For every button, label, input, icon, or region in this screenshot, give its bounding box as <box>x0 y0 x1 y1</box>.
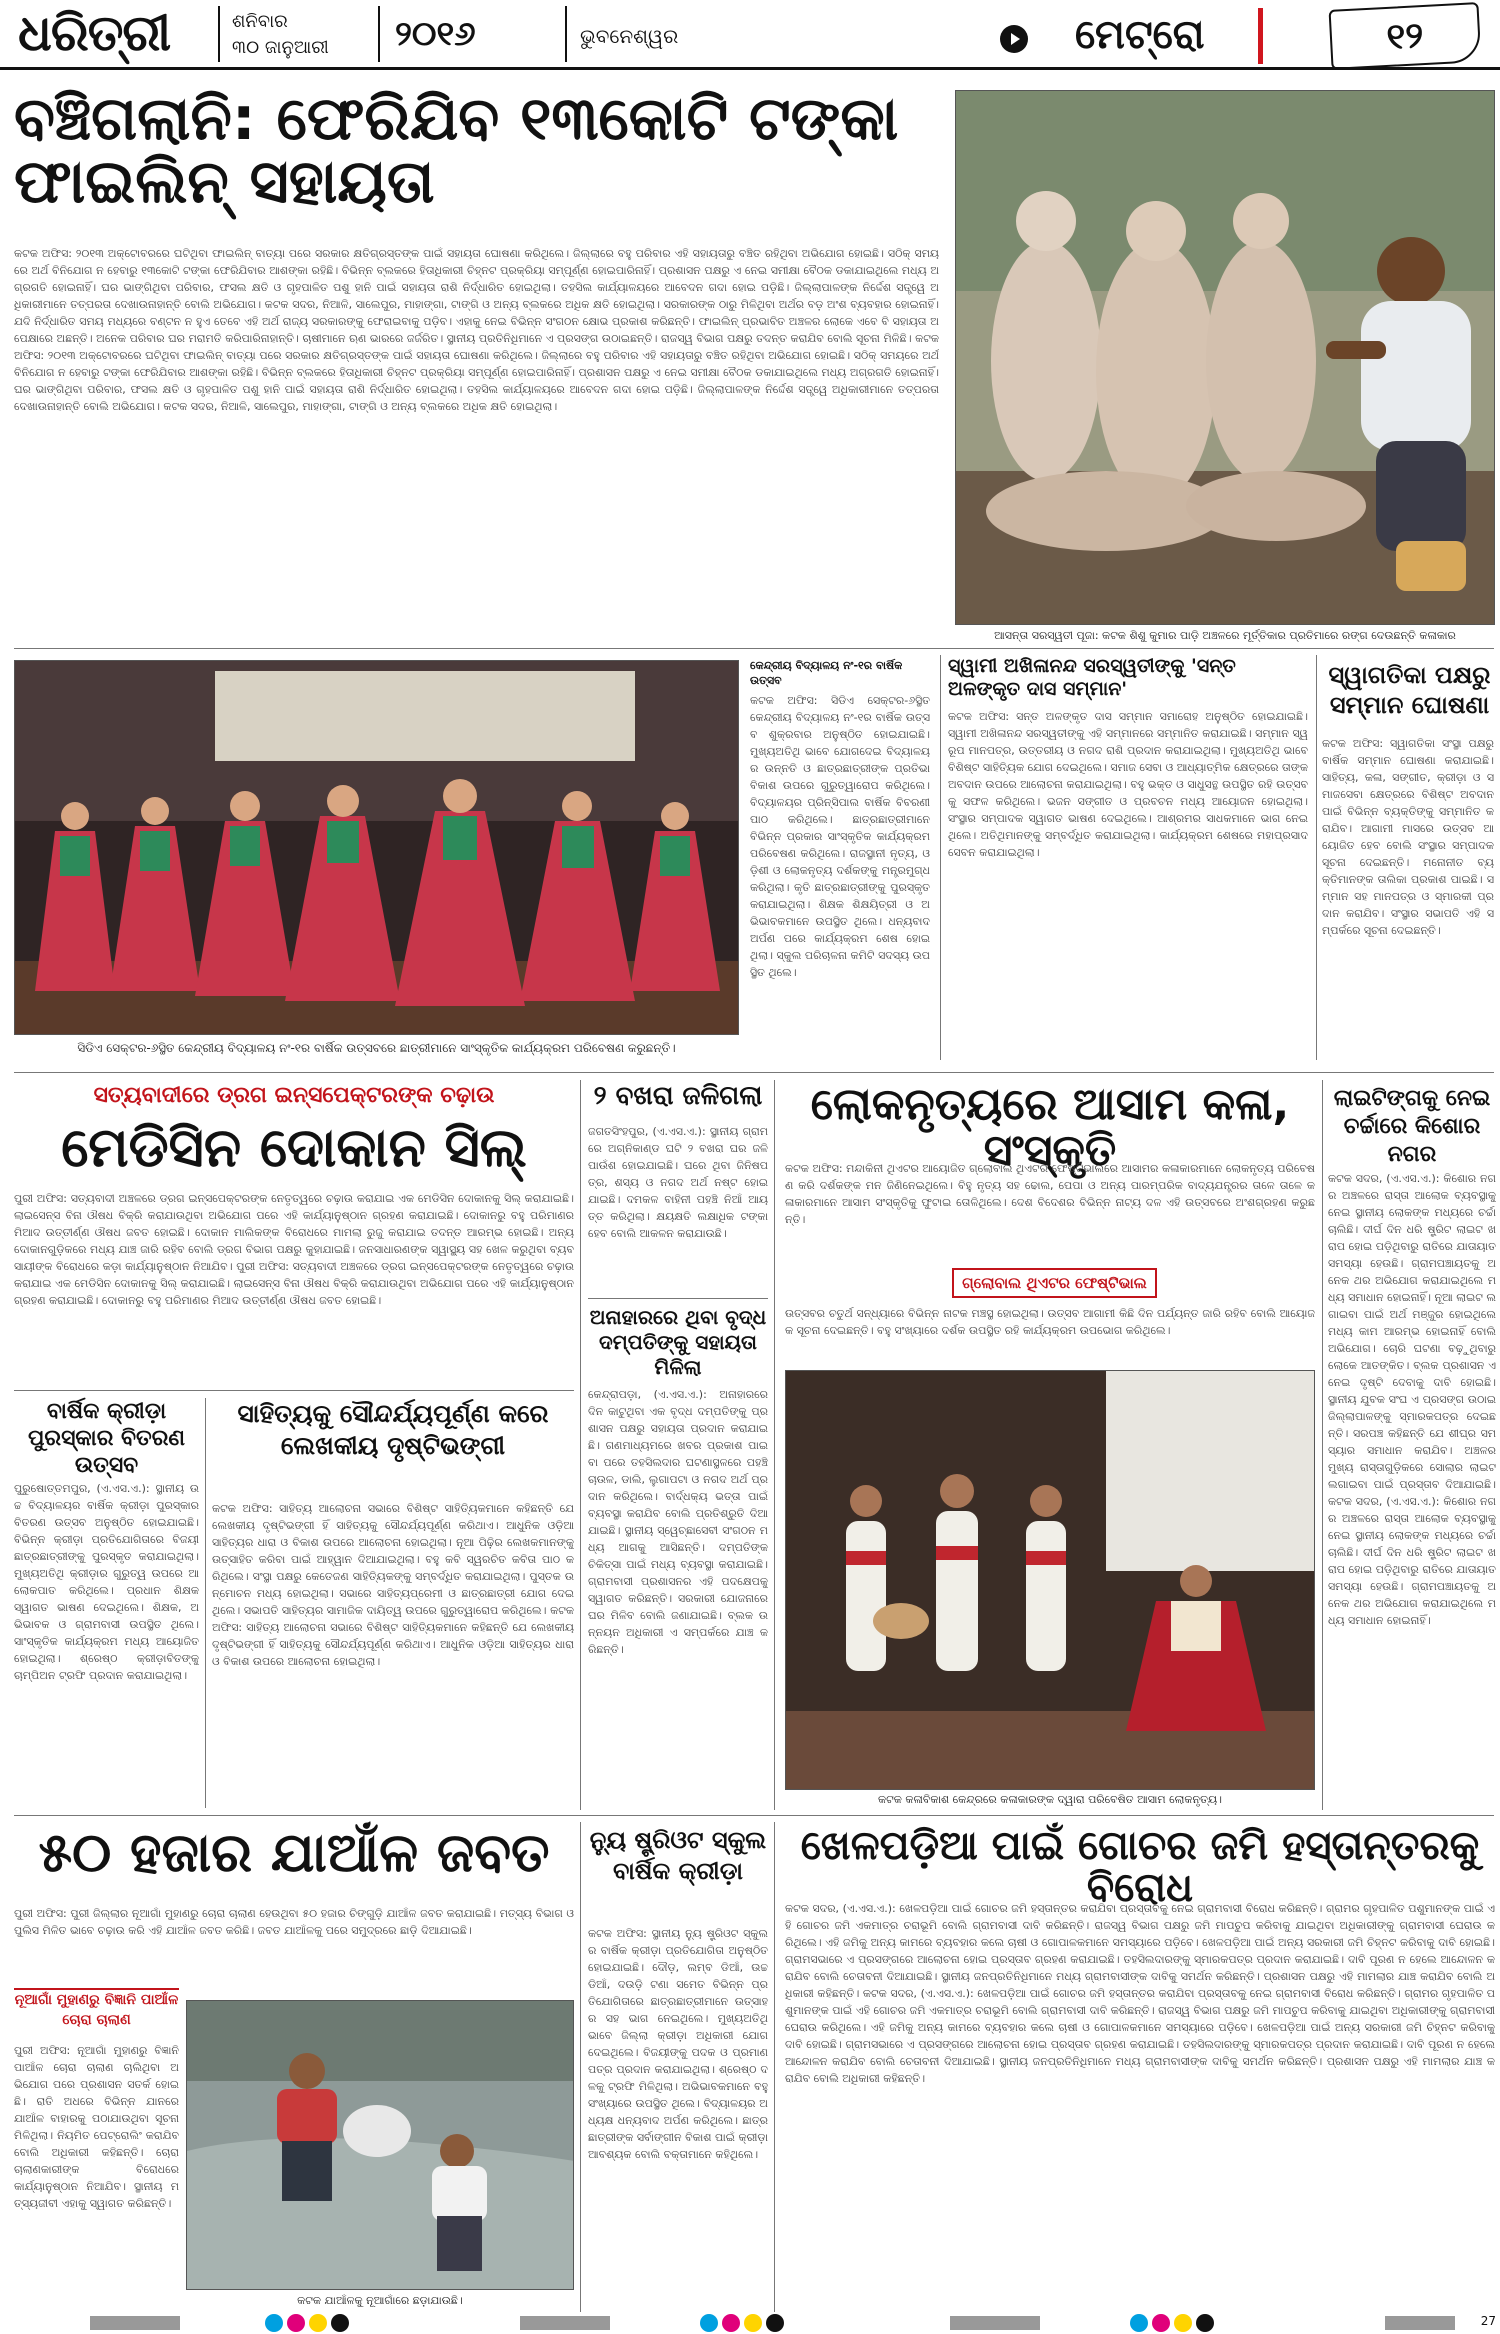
section-rule <box>14 1390 574 1391</box>
column-rule <box>774 1822 775 2312</box>
idol-maker-photo <box>955 90 1495 625</box>
page-number-badge: ୧୨ <box>1329 2 1482 70</box>
section-accent-bar <box>1258 8 1263 64</box>
print-registration-strip <box>0 2312 1500 2334</box>
fifty-thousand-subhead: ନୂଆଗାଁ ମୁହାଣରୁ ବିଜ୍ଞାନି ପାଆଁଳ ଚୋରା ଚାଲାଣ <box>14 1988 179 2038</box>
cabin-story-body: ଜଗତସିଂହପୁର, (ଏ.ଏସ.ଏ.): ସ୍ଥାନୀୟ ଗ୍ରାମରେ ଅଗ୍ନିକାଣ୍ଡ ଘଟି ୨ ବଖରା ଘର ଜଳି ପାଉଁଶ ହୋଇଯାଇଛି। ଘରେ ଥିବା ଜିନିଷପତ୍ର, ଶସ୍ୟ ଓ ନଗଦ ଅର୍ଥ ନଷ୍ଟ ହୋଇଯାଇଛି। ଦମକଳ ବାହିନୀ ପହଞ୍ଚି ନିଆଁ ଆୟତ୍ତ କରିଥିଲା। କ୍ଷୟକ୍ଷତି ଲକ୍ଷାଧିକ ଟଙ୍କା ହେବ ବୋଲି ଆକଳନ କରାଯାଉଛି। <box>588 1125 768 1240</box>
ahara-headline: ଅନାହାରରେ ଥିବା ବୃଦ୍ଧ ଦମ୍ପତିଙ୍କୁ ସହାୟତା ମିଳିଲା <box>589 1305 767 1379</box>
black-dot <box>331 2314 349 2332</box>
footer-page-number: 27 <box>1480 2314 1496 2328</box>
swami-story-body: କଟକ ଅଫିସ: ସନ୍ତ ଅଳଙ୍କୃତ ଦାସ ସମ୍ମାନ ସମାରୋହ ଅନୁଷ୍ଠିତ ହୋଇଯାଇଛି। ସ୍ୱାମୀ ଅଖିଳାନନ୍ଦ ସରସ୍ୱତୀଙ୍କୁ ଏହି ସମ୍ମାନରେ ସମ୍ମାନିତ କରାଯାଇଛି। ସମ୍ମାନ ସ୍ୱରୂପ ମାନପତ୍ର, ଉତ୍ତରୀୟ ଓ ନଗଦ ରାଶି ପ୍ରଦାନ କରାଯାଇଥିଲା। ମୁଖ୍ୟଅତିଥି ଭାବେ ବିଶିଷ୍ଟ ସାହିତ୍ୟିକ ଯୋଗ ଦେଇଥିଲେ। ସମାଜ ସେବା ଓ ଆଧ୍ୟାତ୍ମିକ କ୍ଷେତ୍ରରେ ତାଙ୍କ ଅବଦାନ ଉପରେ ଆଲୋଚନା କରାଯାଇଥିଲା। ବହୁ ଭକ୍ତ ଓ ସାଧୁସନ୍ଥ ଉପସ୍ଥିତ ରହି ଉତ୍ସବକୁ ସଫଳ କରିଥିଲେ। ଭଜନ ସଙ୍ଗୀତ ଓ ପ୍ରବଚନ ମଧ୍ୟ ଆୟୋଜନ ହୋଇଥିଲା। ସଂସ୍ଥାର ସମ୍ପାଦକ ସ୍ୱାଗତ ଭାଷଣ ଦେଇଥିଲେ। ଆଶ୍ରମର ସାଧକମାନେ ଭାଗ ନେଇଥିଲେ। ଅତିଥିମାନଙ୍କୁ ସମ୍ବର୍ଦ୍ଧିତ କରାଯାଇଥିଲା। କାର୍ଯ୍ୟକ୍ରମ ଶେଷରେ ମହାପ୍ରସାଦ ସେବନ କରାଯାଇଥିଲା। <box>948 710 1308 859</box>
masthead-divider <box>218 6 220 62</box>
masthead-year: ୨୦୧୬ <box>395 14 476 54</box>
medicine-kicker: ସତ୍ୟବାଦୀରେ ଡ୍ରଗ ଇନ୍ସପେକ୍ଟରଙ୍କ ଚଢ଼ାଉ <box>93 1083 495 1108</box>
masthead-divider <box>565 6 567 62</box>
top-story-body: କଟକ ଅଫିସ: ୨୦୧୩ ଅକ୍ଟୋବରରେ ଘଟିଥିବା ଫାଇଲିନ୍ ବାତ୍ୟା ପରେ ସରକାର କ୍ଷତିଗ୍ରସ୍ତଙ୍କ ପାଇଁ ସହାୟତା ଘୋଷଣା କରିଥିଲେ। ଜିଲ୍ଲାରେ ବହୁ ପରିବାର ଏହି ସହାୟତାରୁ ବଞ୍ଚିତ ରହିଥିବା ଅଭିଯୋଗ ହୋଇଛି। ସଠିକ୍ ସମୟରେ ଅର୍ଥ ବିନିଯୋଗ ନ ହେବାରୁ ୧୩କୋଟି ଟଙ୍କା ଫେରିଯିବାର ଆଶଙ୍କା ରହିଛି। ବିଭିନ୍ନ ବ୍ଲକରେ ହିତାଧିକାରୀ ଚିହ୍ନଟ ପ୍ରକ୍ରିୟା ସମ୍ପୂର୍ଣ୍ଣ ହୋଇପାରିନାହିଁ। ପ୍ରଶାସନ ପକ୍ଷରୁ ଏ ନେଇ ସମୀକ୍ଷା ବୈଠକ ଡକାଯାଇଥିଲେ ମଧ୍ୟ ଅଗ୍ରଗତି ହୋଇନାହିଁ। ଘର ଭାଙ୍ଗିଥିବା ପରିବାର, ଫସଲ କ୍ଷତି ଓ ଗୃହପାଳିତ ପଶୁ ହାନି ପାଇଁ ସହାୟତା ରାଶି ନିର୍ଦ୍ଧାରିତ ହୋଇଥିଲା। ତହସିଲ କାର୍ଯ୍ୟାଳୟରେ ଆବେଦନ ଗଦା ହୋଇ ପଡ଼ିଛି। ଜିଲ୍ଲାପାଳଙ୍କ ନିର୍ଦ୍ଦେଶ ସତ୍ତ୍ୱେ ଅଧିକାରୀମାନେ ତତ୍ପରତା ଦେଖାଉନାହାନ୍ତି ବୋଲି ଅଭିଯୋଗ। କଟକ ସଦର, ନିଆଳି, ସାଲେପୁର, ମାହାଙ୍ଗା, ଟାଙ୍ଗି ଓ ଅନ୍ୟ ବ୍ଲକରେ ଅଧିକ କ୍ଷତି ହୋଇଥିଲା। ସରକାରଙ୍କ ଠାରୁ ମିଳିଥିବା ଅର୍ଥର ବଡ଼ ଅଂଶ ବ୍ୟବହାର ହୋଇନାହିଁ। ଯଦି ନିର୍ଦ୍ଧାରିତ ସମୟ ମଧ୍ୟରେ ବଣ୍ଟନ ନ ହୁଏ ତେବେ ଏହି ଅର୍ଥ ରାଜ୍ୟ ସରକାରଙ୍କୁ ଫେରାଇବାକୁ ପଡ଼ିବ। ଏହାକୁ ନେଇ ବିଭିନ୍ନ ସଂଗଠନ କ୍ଷୋଭ ପ୍ରକାଶ କରିଛନ୍ତି। ଫାଇଲିନ୍ ପ୍ରଭାବିତ ଅଞ୍ଚଳର ଲୋକେ ଏବେ ବି ସହାୟତା ଅପେକ୍ଷାରେ ଅଛନ୍ତି। ଅନେକ ପରିବାର ଘର ମରାମତି କରିପାରିନାହାନ୍ତି। ଚାଷୀମାନେ ଋଣ ଭାରରେ ଜର୍ଜରିତ। ସ୍ଥାନୀୟ ପ୍ରତିନିଧିମାନେ ଏ ପ୍ରସଙ୍ଗ ଉଠାଇଛନ୍ତି। ରାଜସ୍ୱ ବିଭାଗ ପକ୍ଷରୁ ତଦନ୍ତ କରାଯିବ ବୋଲି ସୂଚନା ମିଳିଛି। କଟକ ଅଫିସ: ୨୦୧୩ ଅକ୍ଟୋବରରେ ଘଟିଥିବା ଫାଇଲିନ୍ ବାତ୍ୟା ପରେ ସରକାର କ୍ଷତିଗ୍ରସ୍ତଙ୍କ ପାଇଁ ସହାୟତା ଘୋଷଣା କରିଥିଲେ। ଜିଲ୍ଲାରେ ବହୁ ପରିବାର ଏହି ସହାୟତାରୁ ବଞ୍ଚିତ ରହିଥିବା ଅଭିଯୋଗ ହୋଇଛି। ସଠିକ୍ ସମୟରେ ଅର୍ଥ ବିନିଯୋଗ ନ ହେବାରୁ ଟଙ୍କା ଫେରିଯିବାର ଆଶଙ୍କା ରହିଛି। ବିଭିନ୍ନ ବ୍ଲକରେ ହିତାଧିକାରୀ ଚିହ୍ନଟ ପ୍ରକ୍ରିୟା ସମ୍ପୂର୍ଣ୍ଣ ହୋଇପାରିନାହିଁ। ପ୍ରଶାସନ ପକ୍ଷରୁ ଏ ନେଇ ସମୀକ୍ଷା ବୈଠକ ଡକାଯାଇଥିଲେ ମଧ୍ୟ ଅଗ୍ରଗତି ହୋଇନାହିଁ। ଘର ଭାଙ୍ଗିଥିବା ପରିବାର, ଫସଲ କ୍ଷତି ଓ ଗୃହପାଳିତ ପଶୁ ହାନି ପାଇଁ ସହାୟତା ରାଶି ନିର୍ଦ୍ଧାରିତ ହୋଇଥିଲା। ତହସିଲ କାର୍ଯ୍ୟାଳୟରେ ଆବେଦନ ଗଦା ହୋଇ ପଡ଼ିଛି। ଜିଲ୍ଲାପାଳଙ୍କ ନିର୍ଦ୍ଦେଶ ସତ୍ତ୍ୱେ ଅଧିକାରୀମାନେ ତତ୍ପରତା ଦେଖାଉନାହାନ୍ତି ବୋଲି ଅଭିଯୋଗ। କଟକ ସଦର, ନିଆଳି, ସାଲେପୁର, ମାହାଙ୍ଗା, ଟାଙ୍ଗି ଓ ଅନ୍ୟ ବ୍ଲକରେ ଅଧିକ କ୍ଷତି ହୋଇଥିଲା। <box>14 247 939 413</box>
fifty-thousand-side-body: ପୁରୀ ଅଫିସ: ନୂଆଗାଁ ମୁହାଣରୁ ବିଜ୍ଞାନି ପାଆଁଳ ଚୋରା ଚାଲାଣ ଚାଲିଥିବା ଅଭିଯୋଗ ପରେ ପ୍ରଶାସନ ସତର୍କ ହୋଇଛି। ରାତି ଅଧରେ ବିଭିନ୍ନ ଯାନରେ ଯାଆଁଳ ବାହାରକୁ ପଠାଯାଉଥିବା ସୂଚନା ମିଳିଥିଲା। ନିୟମିତ ପେଟ୍ରୋଲିଂ କରାଯିବ ବୋଲି ଅଧିକାରୀ କହିଛନ୍ତି। ଚୋରା ଚାଲାଣକାରୀଙ୍କ ବିରୋଧରେ କାର୍ଯ୍ୟାନୁଷ୍ଠାନ ନିଆଯିବ। ସ୍ଥାନୀୟ ମତ୍ସ୍ୟଜୀବୀ ଏହାକୁ ସ୍ୱାଗତ କରିଛନ୍ତି। <box>14 2044 179 2210</box>
gray-strip <box>950 2316 1040 2330</box>
prawn-seed-photo <box>186 2000 574 2290</box>
play-icon <box>1000 25 1028 53</box>
school-dance-photo <box>14 660 739 1035</box>
medicine-headline: ମେଡିସିନ ଦୋକାନ ସିଲ୍ <box>61 1116 527 1179</box>
cyan-dot <box>700 2314 718 2332</box>
sahitya-headline: ସାହିତ୍ୟକୁ ସୌନ୍ଦର୍ଯ୍ୟପୂର୍ଣ୍ଣ କରେ ଲେଖକୀୟ ଦୃଷ୍ଟିଭଙ୍ଗୀ <box>237 1399 549 1460</box>
ahara-story-body: କେନ୍ଦ୍ରାପଡ଼ା, (ଏ.ଏସ.ଏ.): ଅନାହାରରେ ଦିନ କାଟୁଥିବା ଏକ ବୃଦ୍ଧ ଦମ୍ପତିଙ୍କୁ ପ୍ରଶାସନ ପକ୍ଷରୁ ସହାୟତା ପ୍ରଦାନ କରାଯାଇଛି। ଗଣମାଧ୍ୟମରେ ଖବର ପ୍ରକାଶ ପାଇବା ପରେ ତହସିଲଦାର ଘଟଣାସ୍ଥଳରେ ପହଞ୍ଚି ଚାଉଳ, ଡାଲି, ଲୁଗାପଟା ଓ ନଗଦ ଅର୍ଥ ପ୍ରଦାନ କରିଥିଲେ। ବାର୍ଦ୍ଧକ୍ୟ ଭତ୍ତା ପାଇଁ ବ୍ୟବସ୍ଥା କରାଯିବ ବୋଲି ପ୍ରତିଶ୍ରୁତି ଦିଆଯାଇଛି। ସ୍ଥାନୀୟ ସ୍ୱେଚ୍ଛାସେବୀ ସଂଗଠନ ମଧ୍ୟ ଆଗକୁ ଆସିଛନ୍ତି। ଦମ୍ପତିଙ୍କ ଚିକିତ୍ସା ପାଇଁ ମଧ୍ୟ ବ୍ୟବସ୍ଥା କରାଯାଇଛି। ଗ୍ରାମବାସୀ ପ୍ରଶାସନର ଏହି ପଦକ୍ଷେପକୁ ସ୍ୱାଗତ କରିଛନ୍ତି। ସରକାରୀ ଯୋଜନାରେ ଘର ମିଳିବ ବୋଲି ଜଣାଯାଇଛି। ବ୍ଲକ ଉନ୍ନୟନ ଅଧିକାରୀ ଏ ସମ୍ପର୍କରେ ଯାଞ୍ଚ କରିଛନ୍ତି। <box>588 1388 768 1656</box>
assam-dance-caption: କଟକ କଳାବିକାଶ କେନ୍ଦ୍ରରେ କଳାକାରଙ୍କ ଦ୍ୱାରା ପରିବେଷିତ ଆସାମ ଲୋକନୃତ୍ୟ। <box>877 1793 1223 1806</box>
sports-award-headline: ବାର୍ଷିକ କ୍ରୀଡ଼ା ପୁରସ୍କାର ବିତରଣ ଉତ୍ସବ <box>27 1399 186 1478</box>
magenta-dot <box>1152 2314 1170 2332</box>
medicine-story-body: ପୁରୀ ଅଫିସ: ସତ୍ୟବାଦୀ ଅଞ୍ଚଳରେ ଡ୍ରଗ ଇନ୍ସପେକ୍ଟରଙ୍କ ନେତୃତ୍ୱରେ ଚଢ଼ାଉ କରାଯାଇ ଏକ ମେଡିସିନ ଦୋକାନକୁ ସିଲ୍ କରାଯାଇଛି। ଲାଇସେନ୍ସ ବିନା ଔଷଧ ବିକ୍ରି କରାଯାଉଥିବା ଅଭିଯୋଗ ପରେ ଏହି କାର୍ଯ୍ୟାନୁଷ୍ଠାନ ଗ୍ରହଣ କରାଯାଇଛି। ଦୋକାନରୁ ବହୁ ପରିମାଣର ମିଆଦ ଉତ୍ତୀର୍ଣ୍ଣ ଔଷଧ ଜବତ ହୋଇଛି। ଦୋକାନ ମାଲିକଙ୍କ ବିରୋଧରେ ମାମଲା ରୁଜୁ କରାଯାଇ ତଦନ୍ତ ଆରମ୍ଭ ହୋଇଛି। ଅନ୍ୟ ଦୋକାନଗୁଡ଼ିକରେ ମଧ୍ୟ ଯାଞ୍ଚ ଜାରି ରହିବ ବୋଲି ଡ୍ରଗ ବିଭାଗ ପକ୍ଷରୁ କୁହାଯାଇଛି। ଜନସାଧାରଣଙ୍କ ସ୍ୱାସ୍ଥ୍ୟ ସହ ଖେଳ କରୁଥିବା ବ୍ୟବସାୟୀଙ୍କ ବିରୋଧରେ କଡ଼ା କାର୍ଯ୍ୟାନୁଷ୍ଠାନ ନିଆଯିବ। ପୁରୀ ଅଫିସ: ସତ୍ୟବାଦୀ ଅଞ୍ଚଳରେ ଡ୍ରଗ ଇନ୍ସପେକ୍ଟରଙ୍କ ନେତୃତ୍ୱରେ ଚଢ଼ାଉ କରାଯାଇ ଏକ ମେଡିସିନ ଦୋକାନକୁ ସିଲ୍ କରାଯାଇଛି। ଲାଇସେନ୍ସ ବିନା ଔଷଧ ବିକ୍ରି କରାଯାଉଥିବା ଅଭିଯୋଗ ପରେ ଏହି କାର୍ଯ୍ୟାନୁଷ୍ଠାନ ଗ୍ରହଣ କରାଯାଇଛି। ଦୋକାନରୁ ବହୁ ପରିମାଣର ମିଆଦ ଉତ୍ତୀର୍ଣ୍ଣ ଔଷଧ ଜବତ ହୋଇଛି। <box>14 1192 574 1307</box>
yellow-dot <box>309 2314 327 2332</box>
festival-badge: ଗ୍ଲୋବାଲ ଥିଏଟର ଫେଷ୍ଟିଭାଲ <box>952 1268 1157 1298</box>
cyan-dot <box>1130 2314 1148 2332</box>
swagatika-story-body: କଟକ ଅଫିସ: ସ୍ୱାଗତିକା ସଂସ୍ଥା ପକ୍ଷରୁ ବାର୍ଷିକ ସମ୍ମାନ ଘୋଷଣା କରାଯାଇଛି। ସାହିତ୍ୟ, କଳା, ସଙ୍ଗୀତ, କ୍ରୀଡ଼ା ଓ ସମାଜସେବା କ୍ଷେତ୍ରରେ ବିଶିଷ୍ଟ ଅବଦାନ ପାଇଁ ବିଭିନ୍ନ ବ୍ୟକ୍ତିଙ୍କୁ ସମ୍ମାନିତ କରାଯିବ। ଆଗାମୀ ମାସରେ ଉତ୍ସବ ଆୟୋଜିତ ହେବ ବୋଲି ସଂସ୍ଥାର ସମ୍ପାଦକ ସୂଚନା ଦେଇଛନ୍ତି। ମନୋନୀତ ବ୍ୟକ୍ତିମାନଙ୍କ ତାଲିକା ପ୍ରକାଶ ପାଇଛି। ସମ୍ମାନ ସହ ମାନପତ୍ର ଓ ସ୍ମାରକୀ ପ୍ରଦାନ କରାଯିବ। ସଂସ୍ଥାର ସଭାପତି ଏହି ସମ୍ପର୍କରେ ସୂଚନା ଦେଇଛନ୍ତି। <box>1322 737 1494 937</box>
newspaper-title: ଧରିତ୍ରୀ <box>18 4 171 62</box>
magenta-dot <box>722 2314 740 2332</box>
school-story-body: କଟକ ଅଫିସ: ସିଡିଏ ସେକ୍ଟର-୬ସ୍ଥିତ କେନ୍ଦ୍ରୀୟ ବିଦ୍ୟାଳୟ ନଂ-୧ର ବାର୍ଷିକ ଉତ୍ସବ ଶୁକ୍ରବାର ଅନୁଷ୍ଠିତ ହୋଇଯାଇଛି। ମୁଖ୍ୟଅତିଥି ଭାବେ ଯୋଗଦେଇ ବିଦ୍ୟାଳୟର ଉନ୍ନତି ଓ ଛାତ୍ରଛାତ୍ରୀଙ୍କ ପ୍ରତିଭା ବିକାଶ ଉପରେ ଗୁରୁତ୍ୱାରୋପ କରିଥିଲେ। ବିଦ୍ୟାଳୟର ପ୍ରିନ୍ସିପାଲ ବାର୍ଷିକ ବିବରଣୀ ପାଠ କରିଥିଲେ। ଛାତ୍ରଛାତ୍ରୀମାନେ ବିଭିନ୍ନ ପ୍ରକାର ସାଂସ୍କୃତିକ କାର୍ଯ୍ୟକ୍ରମ ପରିବେଷଣ କରିଥିଲେ। ରାଜସ୍ଥାନୀ ନୃତ୍ୟ, ଓଡ଼ିଶୀ ଓ ଲୋକନୃତ୍ୟ ଦର୍ଶକଙ୍କୁ ମନ୍ତ୍ରମୁଗ୍ଧ କରିଥିଲା। କୃତି ଛାତ୍ରଛାତ୍ରୀଙ୍କୁ ପୁରସ୍କୃତ କରାଯାଇଥିଲା। ଶିକ୍ଷକ ଶିକ୍ଷୟିତ୍ରୀ ଓ ଅଭିଭାବକମାନେ ଉପସ୍ଥିତ ଥିଲେ। ଧନ୍ୟବାଦ ଅର୍ପଣ ପରେ କାର୍ଯ୍ୟକ୍ରମ ଶେଷ ହୋଇଥିଲା। ସ୍କୁଲ ପରିଚାଳନା କମିଟି ସଦସ୍ୟ ଉପସ୍ଥିତ ଥିଲେ। <box>750 694 930 979</box>
yellow-dot <box>744 2314 762 2332</box>
column-rule <box>774 1080 775 1810</box>
masthead-divider <box>378 6 380 62</box>
khelpadia-headline: ଖେଳପଡ଼ିଆ ପାଇଁ ଗୋଚର ଜମି ହସ୍ତାନ୍ତରକୁ ବିରୋଧ <box>800 1823 1480 1911</box>
school-dance-illustration <box>15 661 739 1035</box>
new-state-headline: ନ୍ୟୁ ଷ୍ଟ୍ରିଓଟ ସ୍କୁଲ ବାର୍ଷିକ କ୍ରୀଡ଼ା <box>589 1826 767 1885</box>
masthead <box>0 0 1500 70</box>
swami-headline: ସ୍ୱାମୀ ଅଖିଳାନନ୍ଦ ସରସ୍ୱତୀଙ୍କୁ 'ସନ୍ତ ଅଳଙ୍କୃତ ଦାସ ସମ୍ମାନ' <box>948 655 1236 700</box>
sports-award-body: ପୁରୁଷୋତ୍ତମପୁର, (ଏ.ଏସ.ଏ.): ସ୍ଥାନୀୟ ଉଚ୍ଚ ବିଦ୍ୟାଳୟର ବାର୍ଷିକ କ୍ରୀଡ଼ା ପୁରସ୍କାର ବିତରଣ ଉତ୍ସବ ଅନୁଷ୍ଠିତ ହୋଇଯାଇଛି। ବିଭିନ୍ନ କ୍ରୀଡ଼ା ପ୍ରତିଯୋଗିତାରେ ବିଜୟୀ ଛାତ୍ରଛାତ୍ରୀଙ୍କୁ ପୁରସ୍କୃତ କରାଯାଇଥିଲା। ମୁଖ୍ୟଅତିଥି କ୍ରୀଡ଼ାର ଗୁରୁତ୍ୱ ଉପରେ ଆଲୋକପାତ କରିଥିଲେ। ପ୍ରଧାନ ଶିକ୍ଷକ ସ୍ୱାଗତ ଭାଷଣ ଦେଇଥିଲେ। ଶିକ୍ଷକ, ଅଭିଭାବକ ଓ ଗ୍ରାମବାସୀ ଉପସ୍ଥିତ ଥିଲେ। ସାଂସ୍କୃତିକ କାର୍ଯ୍ୟକ୍ରମ ମଧ୍ୟ ଆୟୋଜିତ ହୋଇଥିଲା। ଶ୍ରେଷ୍ଠ କ୍ରୀଡ଼ାବିତଙ୍କୁ ଚାମ୍ପିଅନ ଟ୍ରଫି ପ୍ରଦାନ କରାଯାଇଥିଲା। <box>14 1482 199 1682</box>
section-rule <box>588 1298 768 1299</box>
section-name: ମେଟ୍ରୋ <box>1075 12 1205 58</box>
magenta-dot <box>287 2314 305 2332</box>
column-rule <box>1316 655 1317 1060</box>
school-dance-caption: ସିଡିଏ ସେକ୍ଟର-୬ସ୍ଥିତ କେନ୍ଦ୍ରୀୟ ବିଦ୍ୟାଳୟ ନଂ-୧ର ବାର୍ଷିକ ଉତ୍ସବରେ ଛାତ୍ରୀମାନେ ସାଂସ୍କୃତିକ କାର୍ଯ୍ୟକ୍ରମ ପରିବେଷଣ କରୁଛନ୍ତି। <box>77 1041 676 1055</box>
prawn-seed-illustration <box>187 2001 574 2290</box>
gray-strip <box>1385 2316 1455 2330</box>
school-story-kicker: କେନ୍ଦ୍ରୀୟ ବିଦ୍ୟାଳୟ ନଂ-୧ର ବାର୍ଷିକ ଉତ୍ସବ <box>750 659 903 687</box>
fifty-thousand-body: ପୁରୀ ଅଫିସ: ପୁରୀ ଜିଲ୍ଲାର ନୂଆଗାଁ ମୁହାଣରୁ ଚୋରା ଚାଲାଣ ହେଉଥିବା ୫୦ ହଜାର ଚିଙ୍ଗୁଡ଼ି ଯାଆଁଳ ଜବତ କରାଯାଇଛି। ମତ୍ସ୍ୟ ବିଭାଗ ଓ ପୁଲିସ ମିଳିତ ଭାବେ ଚଢ଼ାଉ କରି ଏହି ଯାଆଁଳ ଜବତ କରିଛି। ଜବତ ଯାଆଁଳକୁ ପରେ ସମୁଦ୍ରରେ ଛାଡ଼ି ଦିଆଯାଇଛି। <box>14 1907 574 1937</box>
column-rule <box>940 655 941 1060</box>
black-dot <box>766 2314 784 2332</box>
assam-headline: ଲୋକନୃତ୍ୟରେ ଆସାମ କଳା, ସଂସ୍କୃତି <box>810 1079 1290 1177</box>
sahitya-story-body: କଟକ ଅଫିସ: ସାହିତ୍ୟ ଆଲୋଚନା ସଭାରେ ବିଶିଷ୍ଟ ସାହିତ୍ୟିକମାନେ କହିଛନ୍ତି ଯେ ଲେଖକୀୟ ଦୃଷ୍ଟିଭଙ୍ଗୀ ହିଁ ସାହିତ୍ୟକୁ ସୌନ୍ଦର୍ଯ୍ୟପୂର୍ଣ୍ଣ କରିଥାଏ। ଆଧୁନିକ ଓଡ଼ିଆ ସାହିତ୍ୟର ଧାରା ଓ ବିକାଶ ଉପରେ ଆଲୋଚନା ହୋଇଥିଲା। ନୂଆ ପିଢ଼ିର ଲେଖକମାନଙ୍କୁ ଉତ୍ସାହିତ କରିବା ପାଇଁ ଆହ୍ୱାନ ଦିଆଯାଇଥିଲା। ବହୁ କବି ସ୍ୱରଚିତ କବିତା ପାଠ କରିଥିଲେ। ସଂସ୍ଥା ପକ୍ଷରୁ କେତେଜଣ ସାହିତ୍ୟିକଙ୍କୁ ସମ୍ବର୍ଦ୍ଧିତ କରାଯାଇଥିଲା। ପୁସ୍ତକ ଉନ୍ମୋଚନ ମଧ୍ୟ ହୋଇଥିଲା। ସଭାରେ ସାହିତ୍ୟପ୍ରେମୀ ଓ ଛାତ୍ରଛାତ୍ରୀ ଯୋଗ ଦେଇଥିଲେ। ସଭାପତି ସାହିତ୍ୟର ସାମାଜିକ ଦାୟିତ୍ୱ ଉପରେ ଗୁରୁତ୍ୱାରୋପ କରିଥିଲେ। କଟକ ଅଫିସ: ସାହିତ୍ୟ ଆଲୋଚନା ସଭାରେ ବିଶିଷ୍ଟ ସାହିତ୍ୟିକମାନେ କହିଛନ୍ତି ଯେ ଲେଖକୀୟ ଦୃଷ୍ଟିଭଙ୍ଗୀ ହିଁ ସାହିତ୍ୟକୁ ସୌନ୍ଦର୍ଯ୍ୟପୂର୍ଣ୍ଣ କରିଥାଏ। ଆଧୁନିକ ଓଡ଼ିଆ ସାହିତ୍ୟର ଧାରା ଓ ବିକାଶ ଉପରେ ଆଲୋଚନା ହୋଇଥିଲା। <box>212 1502 574 1668</box>
yellow-dot <box>1174 2314 1192 2332</box>
top-story-headline: ବଞ୍ଚିଗଲାନି: ଫେରିଯିବ ୧୩କୋଟି ଟଙ୍କା ଫାଇଲିନ୍ ସହାୟତା <box>14 84 899 217</box>
gray-strip <box>520 2316 610 2330</box>
lighting-headline: ଲାଇଟିଙ୍ଗକୁ ନେଇ ଚର୍ଚ୍ଚାରେ କିଶୋର ନଗର <box>1333 1086 1491 1167</box>
gray-strip <box>90 2316 180 2330</box>
column-rule <box>1322 1080 1323 1810</box>
khelpadia-story-body: କଟକ ସଦର, (ଏ.ଏସ.ଏ.): ଖେଳପଡ଼ିଆ ପାଇଁ ଗୋଚର ଜମି ହସ୍ତାନ୍ତର କରାଯିବା ପ୍ରସ୍ତାବକୁ ନେଇ ଗ୍ରାମବାସୀ ବିରୋଧ କରିଛନ୍ତି। ଗ୍ରାମର ଗୃହପାଳିତ ପଶୁମାନଙ୍କ ପାଇଁ ଏହି ଗୋଚର ଜମି ଏକମାତ୍ର ଚରାଭୂମି ବୋଲି ଗ୍ରାମବାସୀ ଦାବି କରିଛନ୍ତି। ରାଜସ୍ୱ ବିଭାଗ ପକ୍ଷରୁ ଜମି ମାପଚୁପ କରିବାକୁ ଯାଇଥିବା ଅଧିକାରୀଙ୍କୁ ଗ୍ରାମବାସୀ ଘେରାଉ କରିଥିଲେ। ଏହି ଜମିକୁ ଅନ୍ୟ କାମରେ ବ୍ୟବହାର କଲେ ଚାଷୀ ଓ ଗୋପାଳକମାନେ ସମସ୍ୟାରେ ପଡ଼ିବେ। ଖେଳପଡ଼ିଆ ପାଇଁ ଅନ୍ୟ ସରକାରୀ ଜମି ଚିହ୍ନଟ କରିବାକୁ ଦାବି ହୋଇଛି। ଗ୍ରାମସଭାରେ ଏ ପ୍ରସଙ୍ଗରେ ଆଲୋଚନା ହୋଇ ପ୍ରସ୍ତାବ ଗ୍ରହଣ କରାଯାଇଛି। ତହସିଲଦାରଙ୍କୁ ସ୍ମାରକପତ୍ର ପ୍ରଦାନ କରାଯାଇଛି। ଦାବି ପୂରଣ ନ ହେଲେ ଆନ୍ଦୋଳନ କରାଯିବ ବୋଲି ଚେତାବନୀ ଦିଆଯାଇଛି। ସ୍ଥାନୀୟ ଜନପ୍ରତିନିଧିମାନେ ମଧ୍ୟ ଗ୍ରାମବାସୀଙ୍କ ଦାବିକୁ ସମର୍ଥନ କରିଛନ୍ତି। ପ୍ରଶାସନ ପକ୍ଷରୁ ଏହି ମାମଲାର ଯାଞ୍ଚ କରାଯିବ ବୋଲି ଅଧିକାରୀ କହିଛନ୍ତି। କଟକ ସଦର, (ଏ.ଏସ.ଏ.): ଖେଳପଡ଼ିଆ ପାଇଁ ଗୋଚର ଜମି ହସ୍ତାନ୍ତର କରାଯିବା ପ୍ରସ୍ତାବକୁ ନେଇ ଗ୍ରାମବାସୀ ବିରୋଧ କରିଛନ୍ତି। ଗ୍ରାମର ଗୃହପାଳିତ ପଶୁମାନଙ୍କ ପାଇଁ ଏହି ଗୋଚର ଜମି ଏକମାତ୍ର ଚରାଭୂମି ବୋଲି ଗ୍ରାମବାସୀ ଦାବି କରିଛନ୍ତି। ରାଜସ୍ୱ ବିଭାଗ ପକ୍ଷରୁ ଜମି ମାପଚୁପ କରିବାକୁ ଯାଇଥିବା ଅଧିକାରୀଙ୍କୁ ଗ୍ରାମବାସୀ ଘେରାଉ କରିଥିଲେ। ଏହି ଜମିକୁ ଅନ୍ୟ କାମରେ ବ୍ୟବହାର କଲେ ଚାଷୀ ଓ ଗୋପାଳକମାନେ ସମସ୍ୟାରେ ପଡ଼ିବେ। ଖେଳପଡ଼ିଆ ପାଇଁ ଅନ୍ୟ ସରକାରୀ ଜମି ଚିହ୍ନଟ କରିବାକୁ ଦାବି ହୋଇଛି। ଗ୍ରାମସଭାରେ ଏ ପ୍ରସଙ୍ଗରେ ଆଲୋଚନା ହୋଇ ପ୍ରସ୍ତାବ ଗ୍ରହଣ କରାଯାଇଛି। ତହସିଲଦାରଙ୍କୁ ସ୍ମାରକପତ୍ର ପ୍ରଦାନ କରାଯାଇଛି। ଦାବି ପୂରଣ ନ ହେଲେ ଆନ୍ଦୋଳନ କରାଯିବ ବୋଲି ଚେତାବନୀ ଦିଆଯାଇଛି। ସ୍ଥାନୀୟ ଜନପ୍ରତିନିଧିମାନେ ମଧ୍ୟ ଗ୍ରାମବାସୀଙ୍କ ଦାବିକୁ ସମର୍ଥନ କରିଛନ୍ତି। ପ୍ରଶାସନ ପକ୍ଷରୁ ଏହି ମାମଲାର ଯାଞ୍ଚ କରାଯିବ ବୋଲି ଅଧିକାରୀ କହିଛନ୍ତି। <box>785 1902 1495 2085</box>
idol-maker-illustration <box>956 91 1495 625</box>
section-rule <box>14 1072 1494 1073</box>
masthead-day: ଶନିବାର <box>232 11 288 32</box>
assam-dance-illustration <box>786 1371 1315 1790</box>
column-rule <box>205 1398 206 1808</box>
assam-dance-photo <box>785 1370 1315 1790</box>
section-rule <box>14 648 1494 649</box>
new-state-body: କଟକ ଅଫିସ: ସ୍ଥାନୀୟ ନ୍ୟୁ ଷ୍ଟ୍ରିଓଟ ସ୍କୁଲର ବାର୍ଷିକ କ୍ରୀଡ଼ା ପ୍ରତିଯୋଗିତା ଅନୁଷ୍ଠିତ ହୋଇଯାଇଛି। ଦୌଡ଼, ଲମ୍ବ ଡିଆଁ, ଉଚ୍ଚ ଡିଆଁ, ଦଉଡ଼ି ଟଣା ସମେତ ବିଭିନ୍ନ ପ୍ରତିଯୋଗିତାରେ ଛାତ୍ରଛାତ୍ରୀମାନେ ଉତ୍ସାହର ସହ ଭାଗ ନେଇଥିଲେ। ମୁଖ୍ୟଅତିଥି ଭାବେ ଜିଲ୍ଲା କ୍ରୀଡ଼ା ଅଧିକାରୀ ଯୋଗ ଦେଇଥିଲେ। ବିଜୟୀଙ୍କୁ ପଦକ ଓ ପ୍ରମାଣପତ୍ର ପ୍ରଦାନ କରାଯାଇଥିଲା। ଶ୍ରେଷ୍ଠ ଦଳକୁ ଟ୍ରଫି ମିଳିଥିଲା। ଅଭିଭାବକମାନେ ବହୁ ସଂଖ୍ୟାରେ ଉପସ୍ଥିତ ଥିଲେ। ବିଦ୍ୟାଳୟର ଅଧ୍ୟକ୍ଷ ଧନ୍ୟବାଦ ଅର୍ପଣ କରିଥିଲେ। ଛାତ୍ରଛାତ୍ରୀଙ୍କ ସର୍ବାଙ୍ଗୀନ ବିକାଶ ପାଇଁ କ୍ରୀଡ଼ା ଆବଶ୍ୟକ ବୋଲି ବକ୍ତାମାନେ କହିଥିଲେ। <box>588 1927 768 2161</box>
lighting-story-body: କଟକ ସଦର, (ଏ.ଏସ.ଏ.): କିଶୋର ନଗର ଅଞ୍ଚଳରେ ରାସ୍ତା ଆଲୋକ ବ୍ୟବସ୍ଥାକୁ ନେଇ ସ୍ଥାନୀୟ ଲୋକଙ୍କ ମଧ୍ୟରେ ଚର୍ଚ୍ଚା ଚାଲିଛି। ଦୀର୍ଘ ଦିନ ଧରି ଷ୍ଟ୍ରିଟ ଲାଇଟ ଖରାପ ହୋଇ ପଡ଼ିଥିବାରୁ ରାତିରେ ଯାତାୟାତ ସମସ୍ୟା ହେଉଛି। ଗ୍ରାମପଞ୍ଚାୟତକୁ ଅନେକ ଥର ଅଭିଯୋଗ କରାଯାଇଥିଲେ ମଧ୍ୟ ସମାଧାନ ହୋଇନାହିଁ। ନୂଆ ଲାଇଟ ଲଗାଇବା ପାଇଁ ଅର୍ଥ ମଞ୍ଜୁର ହୋଇଥିଲେ ମଧ୍ୟ କାମ ଆରମ୍ଭ ହୋଇନାହିଁ ବୋଲି ଅଭିଯୋଗ। ଚୋରି ଘଟଣା ବଢ଼ୁଥିବାରୁ ଲୋକେ ଆତଙ୍କିତ। ବ୍ଲକ ପ୍ରଶାସନ ଏ ନେଇ ଦୃଷ୍ଟି ଦେବାକୁ ଦାବି ହୋଇଛି। ସ୍ଥାନୀୟ ଯୁବକ ସଂଘ ଏ ପ୍ରସଙ୍ଗ ଉଠାଇ ଜିଲ୍ଲାପାଳଙ୍କୁ ସ୍ମାରକପତ୍ର ଦେଇଛନ୍ତି। ସରପଞ୍ଚ କହିଛନ୍ତି ଯେ ଶୀଘ୍ର ସମସ୍ୟାର ସମାଧାନ କରାଯିବ। ଅଞ୍ଚଳର ମୁଖ୍ୟ ରାସ୍ତାଗୁଡ଼ିକରେ ସୋଲାର ଲାଇଟ ଲଗାଇବା ପାଇଁ ପ୍ରସ୍ତାବ ଦିଆଯାଇଛି। କଟକ ସଦର, (ଏ.ଏସ.ଏ.): କିଶୋର ନଗର ଅଞ୍ଚଳରେ ରାସ୍ତା ଆଲୋକ ବ୍ୟବସ୍ଥାକୁ ନେଇ ସ୍ଥାନୀୟ ଲୋକଙ୍କ ମଧ୍ୟରେ ଚର୍ଚ୍ଚା ଚାଲିଛି। ଦୀର୍ଘ ଦିନ ଧରି ଷ୍ଟ୍ରିଟ ଲାଇଟ ଖରାପ ହୋଇ ପଡ଼ିଥିବାରୁ ରାତିରେ ଯାତାୟାତ ସମସ୍ୟା ହେଉଛି। ଗ୍ରାମପଞ୍ଚାୟତକୁ ଅନେକ ଥର ଅଭିଯୋଗ କରାଯାଇଥିଲେ ମଧ୍ୟ ସମାଧାନ ହୋଇନାହିଁ। <box>1328 1172 1496 1627</box>
column-rule <box>580 1080 581 1810</box>
cyan-dot <box>265 2314 283 2332</box>
assam-story-body-top: କଟକ ଅଫିସ: ମନ୍ଦାକିନୀ ଥିଏଟର ଆୟୋଜିତ ଗ୍ଲୋବାଲ ଥିଏଟର ଫେଷ୍ଟିଭାଲରେ ଆସାମର କଳାକାରମାନେ ଲୋକନୃତ୍ୟ ପରିବେଷଣ କରି ଦର୍ଶକଙ୍କ ମନ ଜିଣିନେଇଥିଲେ। ବିହୁ ନୃତ୍ୟ ସହ ଢୋଲ, ପେପା ଓ ଅନ୍ୟ ପାରମ୍ପରିକ ବାଦ୍ୟଯନ୍ତ୍ରର ତାଳେ ତାଳେ କଳାକାରମାନେ ଆସାମ ସଂସ୍କୃତିକୁ ଫୁଟାଇ ତୋଳିଥିଲେ। ଦେଶ ବିଦେଶର ବିଭିନ୍ନ ନାଟ୍ୟ ଦଳ ଏହି ଉତ୍ସବରେ ଅଂଶଗ୍ରହଣ କରୁଛନ୍ତି। <box>785 1162 1315 1226</box>
prawn-seed-caption: କଟକ ଯାଆଁଳକୁ ନୂଆଗାଁରେ ଛଡ଼ାଯାଉଛି। <box>297 2294 463 2307</box>
masthead-city: ଭୁବନେଶ୍ୱର <box>580 24 679 48</box>
masthead-date: ୩୦ ଜାନୁଆରୀ <box>232 37 329 58</box>
column-rule <box>580 1822 581 2312</box>
assam-story-body-bottom: ଉତ୍ସବର ଚତୁର୍ଥ ସନ୍ଧ୍ୟାରେ ବିଭିନ୍ନ ନାଟକ ମଞ୍ଚସ୍ଥ ହୋଇଥିଲା। ଉତ୍ସବ ଆଗାମୀ କିଛି ଦିନ ପର୍ଯ୍ୟନ୍ତ ଜାରି ରହିବ ବୋଲି ଆୟୋଜକ ସୂଚନା ଦେଇଛନ୍ତି। ବହୁ ସଂଖ୍ୟାରେ ଦର୍ଶକ ଉପସ୍ଥିତ ରହି କାର୍ଯ୍ୟକ୍ରମ ଉପଭୋଗ କରିଥିଲେ। <box>785 1307 1315 1337</box>
cabin-headline: ୨ ବଖରା ଜଳିଗଲା <box>593 1081 763 1111</box>
idol-maker-caption: ଆସନ୍ତା ସରସ୍ୱତୀ ପୂଜା: କଟକ ଶିଶୁ କୁମାର ପାଡ଼ି ଅଞ୍ଚଳରେ ମୂର୍ତ୍ତିକାର ପ୍ରତିମାରେ ରଙ୍ଗ ଦେଉଛନ୍ତି କଳାକାର <box>994 629 1456 642</box>
fifty-thousand-headline: ୫୦ ହଜାର ଯାଆଁଳ ଜବତ <box>38 1821 550 1884</box>
section-rule <box>14 1815 1494 1816</box>
black-dot <box>1196 2314 1214 2332</box>
swagatika-headline: ସ୍ୱାଗତିକା ପକ୍ଷରୁ ସମ୍ମାନ ଘୋଷଣା <box>1328 661 1491 719</box>
